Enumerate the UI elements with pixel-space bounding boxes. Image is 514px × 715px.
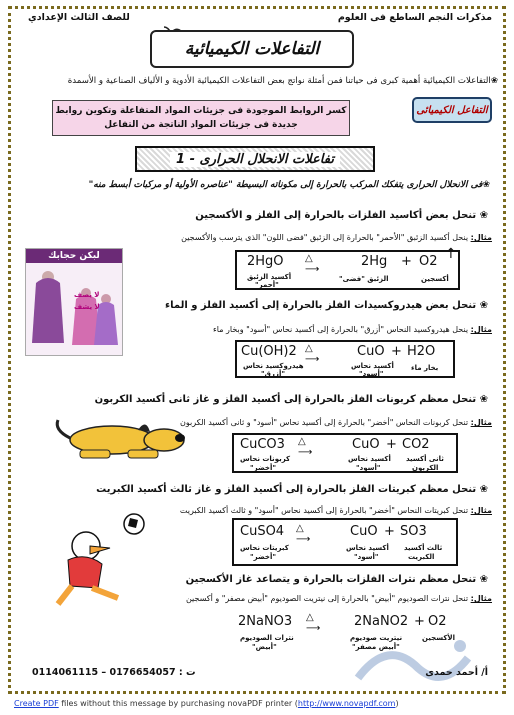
- example-2: [213, 325, 492, 334]
- header-left: للصف الثالث الإعدادي: [28, 12, 130, 23]
- product-2: O2: [428, 614, 447, 629]
- product-1-label: نيتريت صوديوم: [350, 634, 403, 642]
- equation-box-4: CuSO4 △ ⟶ CuO + SO3 كبريتات نحاس "أخضر" أكسيد نحاس "أسود" ثالث أكسيد الكبريت: [232, 518, 458, 566]
- intro-text: ❀التفاعلات الكيميائية أهمية كبرى فى حياتنا فمن أمثلة نواتج بعض التفاعلات الكيميائية الأدوية و الألياف الصناعية و الأسمدة: [67, 76, 498, 86]
- definition-tag: التفاعل الكيميائى: [412, 97, 492, 123]
- product-2: CO2: [402, 437, 430, 452]
- example-label: مثال:: [470, 325, 492, 334]
- example-5: [186, 594, 492, 603]
- bullet-heading-3: ❀ تنحل معظم كربونات الفلز بالحرارة إلى أكسيد الفلز و غاز ثانى أكسيد الكربون: [94, 394, 488, 405]
- reactant: CuCO3: [240, 437, 285, 452]
- reactant-label: كبريتات نحاس: [240, 544, 289, 552]
- pdf-notice: [14, 699, 399, 708]
- section-title-box: [135, 146, 375, 172]
- reactant: 2HgO: [247, 254, 284, 269]
- equation-box-2: Cu(OH)2 △ ⟶ CuO + H2O هيدروكسيد نحاس "أزرق" أكسيد نحاس "أسود" بخار ماء: [235, 340, 455, 378]
- duck-soccer-image: [38, 512, 148, 612]
- product-2-label: الأكسجين: [422, 634, 456, 642]
- poster-line-1: لا يصف: [74, 291, 100, 299]
- example-text: ينحل هيدروكسيد النحاس "أزرق" بالحرارة إلى أكسيد نحاس "أسود" وبخار ماء: [213, 325, 469, 334]
- sleeping-dog-image: [50, 400, 190, 466]
- product-2: O2: [419, 254, 438, 269]
- product-2: H2O: [407, 344, 436, 359]
- reactant-label: كربونات نحاس: [240, 455, 291, 463]
- product-1-color: "أسود": [359, 370, 384, 378]
- product-2-label: ثالث أكسيد: [404, 544, 443, 552]
- reactant-label: نترات الصوديوم: [240, 634, 294, 642]
- product-2-label: بخار ماء: [411, 364, 439, 372]
- watermark-logo: [348, 628, 478, 696]
- product-1-label: الزئبق "فضى": [339, 275, 389, 283]
- reactant: 2NaNO3: [238, 614, 293, 629]
- product-2-label-2: الكبريت: [408, 553, 435, 561]
- bullet-heading-5: ❀ تنحل معظم نترات الفلزات بالحرارة و يتصاعد غاز الأكسجين: [185, 574, 488, 585]
- product-2-label-2: الكربون: [412, 464, 439, 472]
- pdf-notice-end: ): [395, 699, 399, 708]
- product-2-label: ثانى أكسيد: [406, 455, 444, 463]
- heat-arrow-icon: △ ⟶: [306, 612, 321, 634]
- poster-brand: لبكن حجابك: [26, 249, 122, 263]
- pdf-notice-text: files without this message by purchasing novaPDF printer (: [58, 699, 298, 708]
- product-1-label: أكسيد نحاس: [348, 455, 391, 463]
- novapdf-link[interactable]: http://www.novapdf.com: [297, 699, 396, 708]
- product-1: 2NaNO2: [354, 614, 409, 629]
- reactant-color: "أحمر": [255, 281, 279, 289]
- equation-box-5: 2NaNO3 △ ⟶ 2NaNO2 + O2 نترات الصوديوم "أبيض" نيتريت صوديوم "أبيض مصفر" الأكسجين: [232, 612, 458, 658]
- heat-arrow-icon: △ ⟶: [298, 436, 313, 458]
- product-1: 2Hg: [361, 254, 388, 269]
- bullet-heading-1: ❀ تنحل بعض أكاسيد الفلزات بالحرارة إلى الفلز و الأكسجين: [195, 210, 488, 221]
- example-label: مثال:: [470, 594, 492, 603]
- example-text: تنحل كبريتات النحاس "أخضر" بالحرارة إلى أكسيد نحاس "أسود" و ثالث أكسيد الكبريت: [179, 506, 469, 515]
- definition-box: كسر الروابط الموجودة فى جزيئات المواد المتفاعلة وتكوين روابط جديدة فى جزيئات المواد الناتجة من التفاعل: [52, 100, 350, 136]
- reactant-color: "أزرق": [261, 370, 286, 378]
- product-1-color: "أبيض مصفر": [352, 643, 400, 651]
- footer-author: أ/ أحمد حمدى: [425, 667, 488, 678]
- reactant-color: "أخضر": [250, 553, 276, 561]
- header-right: مذكرات النجم الساطع فى العلوم: [337, 12, 492, 23]
- reactant-label: أكسيد الزئبق: [247, 273, 292, 281]
- example-text: تنحل كربونات النحاس "أخضر" بالحرارة إلى أكسيد نحاس "أسود" و ثانى أكسيد الكربون: [180, 418, 469, 427]
- example-3: [180, 418, 492, 427]
- example-label: مثال:: [470, 418, 492, 427]
- create-pdf-link[interactable]: Create PDF: [14, 699, 59, 708]
- example-label: مثال:: [470, 233, 492, 242]
- example-text: ينحل أكسيد الزئبق "الأحمر" بالحرارة إلى الزئبق "فضى اللون" الذى يترسب والأكسجين: [181, 233, 469, 242]
- product-2-label: أكسجين: [421, 275, 449, 283]
- reactant: CuSO4: [240, 524, 285, 539]
- footer-phones: 0114061115 – 0176654057 : ت: [32, 667, 196, 678]
- bullet-heading-2: ❀ تنحل بعض هيدروكسيدات الفلز بالحرارة إلى أكسيد الفلز و الماء: [165, 300, 488, 311]
- product-1: CuO: [350, 524, 378, 539]
- example-4: [180, 506, 492, 515]
- page-title: التفاعلات الكيميائية: [150, 30, 354, 68]
- product-1-label: أكسيد نحاس: [351, 362, 394, 370]
- gas-up-arrow-icon: ↑: [445, 246, 457, 262]
- example-1: [181, 233, 492, 242]
- product-1-label: أكسيد نحاس: [346, 544, 389, 552]
- poster-line-2: لا يشف: [74, 303, 100, 311]
- heat-arrow-icon: △ ⟶: [305, 343, 320, 365]
- equation-box-3: CuCO3 △ ⟶ CuO + CO2 كربونات نحاس "أخضر" أكسيد نحاس "أسود" ثانى أكسيد الكربون: [232, 433, 458, 473]
- equation-box-1: 2HgO △ ⟶ 2Hg + O2 ↑ أكسيد الزئبق "أحمر" الزئبق "فضى" أكسجين: [235, 250, 460, 290]
- product-1-color: "أسود": [354, 553, 379, 561]
- example-text: تنحل نترات الصوديوم "أبيض" بالحرارة إلى نيتريت الصوديوم "أبيض مصفر" و أكسجين: [185, 594, 469, 603]
- reactant: Cu(OH)2: [241, 344, 297, 359]
- reactant-color: "أخضر": [250, 464, 276, 472]
- product-1: CuO: [357, 344, 385, 359]
- bullet-heading-4: ❀ تنحل معظم كبريتات الفلز بالحرارة إلى أكسيد الفلز و غاز ثالث أكسيد الكبريت: [96, 484, 488, 495]
- example-label: مثال:: [470, 506, 492, 515]
- product-1: CuO: [352, 437, 380, 452]
- product-1-color: "أسود": [356, 464, 381, 472]
- hijab-poster: [25, 248, 123, 356]
- heat-arrow-icon: △ ⟶: [305, 253, 320, 275]
- product-2: SO3: [400, 524, 427, 539]
- reactant-label: هيدروكسيد نحاس: [243, 362, 304, 370]
- decomposition-note: ❀فى الانحلال الحرارى يتفكك المركب بالحرارة إلى مكوناته البسيطة "عناصره الأولية أو مركبات أبسط منه": [88, 180, 490, 190]
- reactant-color: "أبيض": [252, 643, 277, 651]
- section-title: 1 - تفاعلات الانحلال الحرارى: [170, 152, 340, 167]
- heat-arrow-icon: △ ⟶: [296, 523, 311, 545]
